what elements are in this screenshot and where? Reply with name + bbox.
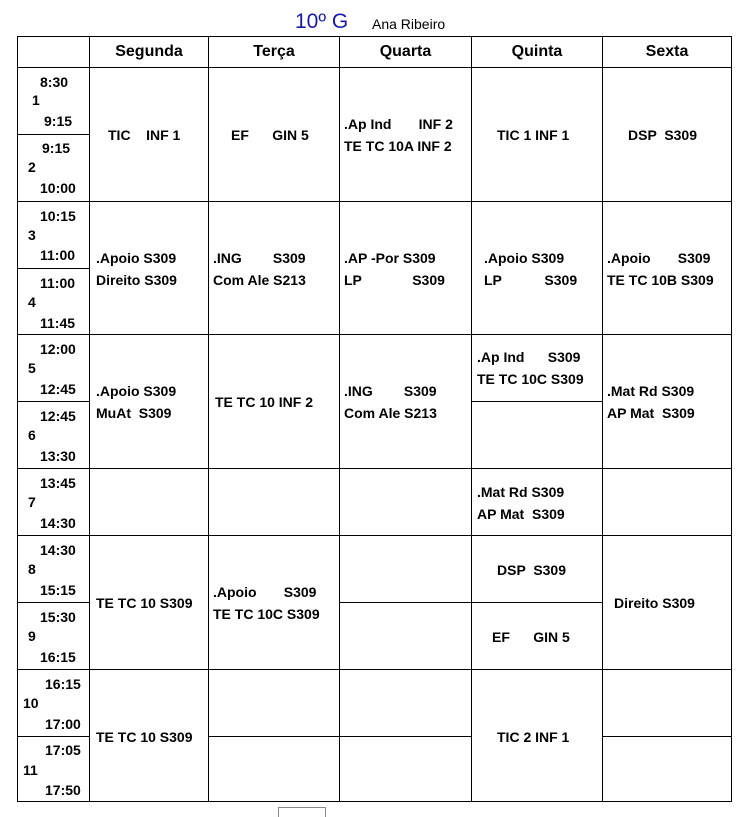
lesson-cell — [208, 669, 340, 737]
lesson-cell: .Apoio S309 TE TC 10C S309 — [208, 535, 340, 670]
lesson-cell — [602, 736, 732, 802]
day-header-tue: Terça — [208, 36, 340, 68]
period-cell: 11:00 4 11:45 — [17, 268, 90, 335]
lesson-cell — [471, 401, 603, 469]
lesson-cell: .AP -Por S309 LP S309 — [339, 201, 472, 335]
lesson-cell: DSP S309 — [471, 535, 603, 603]
teacher-name: Ana Ribeiro — [372, 16, 446, 32]
lesson-cell: .Apoio S309 LP S309 — [471, 201, 603, 335]
lesson-cell: Direito S309 — [602, 535, 732, 670]
lesson-cell: TIC 1 INF 1 — [471, 67, 603, 202]
timetable-grid — [17, 36, 732, 802]
lesson-cell: .Ap Ind INF 2 TE TC 10A INF 2 — [339, 67, 472, 202]
period-cell: 17:05 11 17:50 — [17, 736, 90, 802]
lesson-cell — [602, 669, 732, 737]
corner-cell — [17, 36, 90, 68]
lesson-cell: DSP S309 — [602, 67, 732, 202]
lesson-cell: EF GIN 5 — [471, 602, 603, 670]
lesson-cell: EF GIN 5 — [208, 67, 340, 202]
lesson-cell: TE TC 10 S309 — [89, 535, 209, 670]
lesson-cell: TE TC 10 S309 — [89, 669, 209, 802]
period-cell: 12:45 6 13:30 — [17, 401, 90, 469]
lesson-cell: TE TC 10 INF 2 — [208, 334, 340, 469]
period-cell: 8:30 1 9:15 — [17, 67, 90, 135]
period-cell: 9:15 2 10:00 — [17, 134, 90, 202]
page-tab[interactable] — [278, 807, 326, 817]
period-cell: 12:00 5 12:45 — [17, 334, 90, 402]
period-cell: 13:45 7 14:30 — [17, 468, 90, 536]
lesson-cell: .Apoio S309 Direito S309 — [89, 201, 209, 335]
lesson-cell — [339, 535, 472, 603]
lesson-cell: .Apoio S309 MuAt S309 — [89, 334, 209, 469]
lesson-cell: TIC 2 INF 1 — [471, 669, 603, 802]
day-header-thu: Quinta — [471, 36, 603, 68]
lesson-cell: TIC INF 1 — [89, 67, 209, 202]
lesson-cell — [208, 736, 340, 802]
lesson-cell: .Mat Rd S309 AP Mat S309 — [602, 334, 732, 469]
lesson-cell — [339, 736, 472, 802]
period-cell: 14:30 8 15:15 — [17, 535, 90, 603]
lesson-cell: .Apoio S309 TE TC 10B S309 — [602, 201, 732, 335]
lesson-cell: .Mat Rd S309 AP Mat S309 — [471, 468, 603, 536]
lesson-cell: .ING S309 Com Ale S213 — [339, 334, 472, 469]
class-name: 10º G — [295, 10, 349, 33]
period-cell: 10:15 3 11:00 — [17, 201, 90, 269]
day-header-mon: Segunda — [89, 36, 209, 68]
period-cell: 15:30 9 16:15 — [17, 602, 90, 670]
lesson-cell — [89, 468, 209, 536]
day-header-fri: Sexta — [602, 36, 732, 68]
lesson-cell — [602, 468, 732, 536]
lesson-cell — [339, 468, 472, 536]
lesson-cell — [339, 669, 472, 737]
day-header-wed: Quarta — [339, 36, 472, 68]
period-cell: 16:15 10 17:00 — [17, 669, 90, 737]
lesson-cell: .ING S309 Com Ale S213 — [208, 201, 340, 335]
timetable-header — [0, 8, 736, 36]
lesson-cell — [339, 602, 472, 670]
lesson-cell: .Ap Ind S309 TE TC 10C S309 — [471, 334, 603, 402]
lesson-cell — [208, 468, 340, 536]
